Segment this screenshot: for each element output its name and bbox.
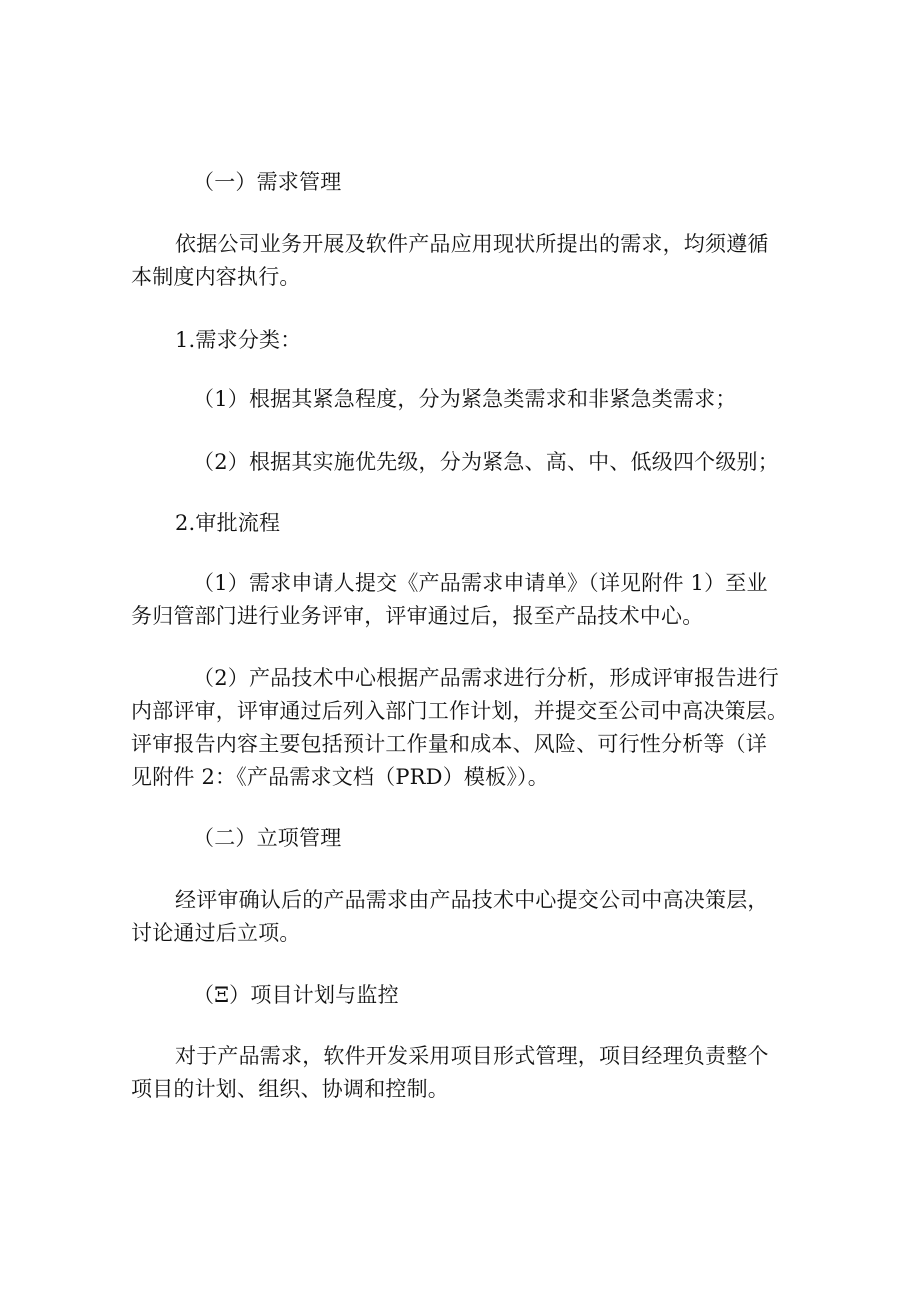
list-item-continuation: 务归管部门进行业务评审，评审通过后，报至产品技术中心。: [131, 604, 704, 628]
list-item: （1）需求申请人提交《产品需求申请单》（详见附件 1）至业: [193, 571, 768, 595]
list-item-continuation: 评审报告内容主要包括预计工作量和成本、风险、可行性分析等（详: [131, 732, 767, 756]
list-item: （1）根据其紧急程度，分为紧急类需求和非紧急类需求；: [193, 387, 737, 411]
list-item: （2）根据其实施优先级，分为紧急、高、中、低级四个级别；: [193, 450, 779, 474]
section-heading-project-initiation: （二）立项管理: [193, 826, 342, 850]
paragraph-line: 依据公司业务开展及软件产品应用现状所提出的需求，均须遵循: [175, 232, 769, 256]
item-heading-approval: 2.审批流程: [175, 511, 281, 535]
section-heading-requirements: （一）需求管理: [193, 170, 342, 194]
paragraph-line: 讨论通过后立项。: [131, 921, 301, 945]
list-item-continuation: 见附件 2：《产品需求文档（PRD）模板》）。: [131, 765, 549, 789]
item-heading-classification: 1.需求分类：: [175, 328, 302, 352]
paragraph-line: 对于产品需求，软件开发采用项目形式管理，项目经理负责整个: [175, 1044, 769, 1068]
paragraph-line: 经评审确认后的产品需求由产品技术中心提交公司中高决策层，: [175, 888, 769, 912]
paragraph-line: 本制度内容执行。: [131, 265, 301, 289]
paragraph-line: 项目的计划、组织、协调和控制。: [131, 1077, 449, 1101]
list-item-continuation: 内部评审，评审通过后列入部门工作计划，并提交至公司中高决策层。: [131, 699, 789, 723]
section-heading-project-planning: （Ξ）项目计划与监控: [193, 983, 399, 1007]
list-item: （2）产品技术中心根据产品需求进行分析，形成评审报告进行: [193, 666, 779, 690]
